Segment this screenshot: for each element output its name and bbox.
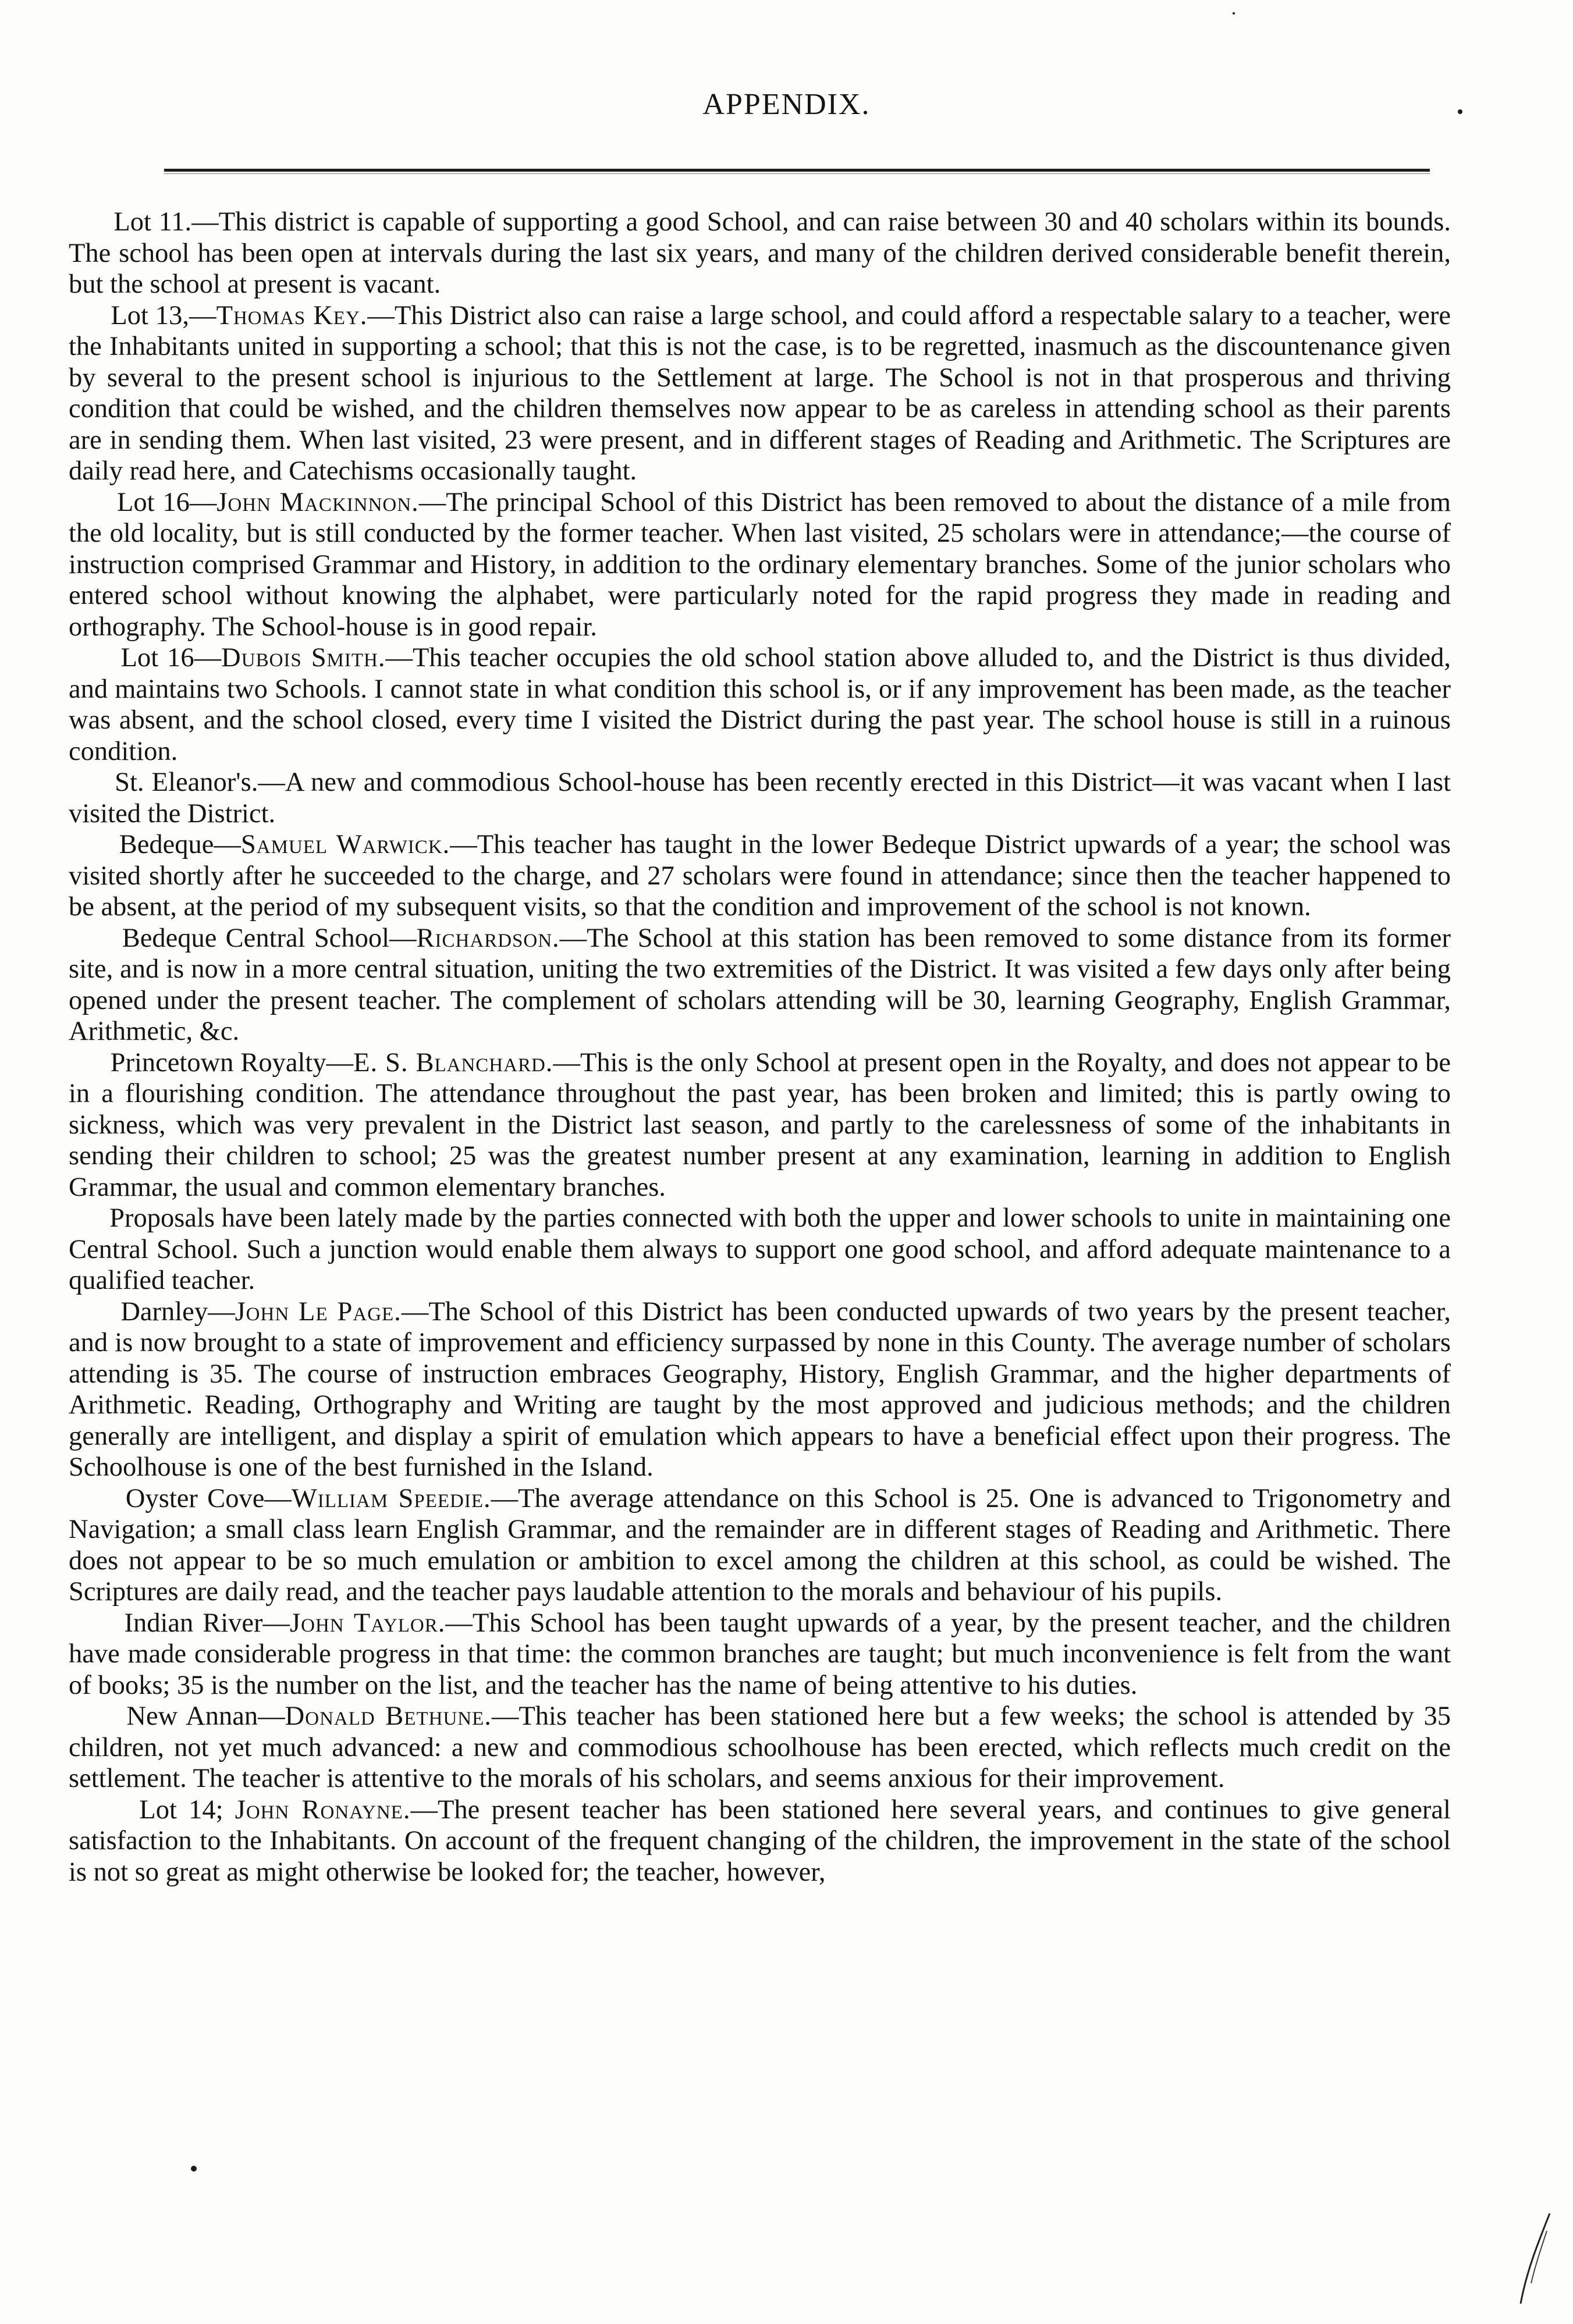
paragraph-label: Lot 13,— [111,300,216,331]
page-title: APPENDIX. [702,88,871,121]
paragraph-indian-river [69,1608,1451,1701]
paragraph-text: —The School of this District has been conducted upwards of two years by the present teacher, and is now brought to a state of improvement and efficiency surpassed by none in this County. The average number of scholars attending is 35. The course of instruction embraces Geography, History, English Grammar, and the higher departments of Arithmetic. Reading, Orthography and Writing are taught by the most approved and judicious methods; and the children generally are intelligent, and display a spirit of emulation which appears to have a beneficial effect upon their progress. The Schoolhouse is one of the best furnished in the Island. [69,1296,1451,1482]
teacher-name: Samuel Warwick. [240,830,450,859]
paragraph-princetown [69,1047,1451,1203]
paragraph-label: Darnley— [120,1296,235,1327]
paragraph-label: St. Eleanor's.— [115,767,285,797]
teacher-name: Donald Bethune. [285,1701,492,1731]
teacher-name: Richardson. [416,923,560,953]
paragraph-bedeque [69,829,1451,923]
paragraph-text: A new and commodious School-house has been recently erected in this District—it was vacant when I last visited the District. [69,767,1451,829]
paragraph-label: Princetown Royalty— [110,1047,354,1078]
teacher-name: William Speedie. [291,1483,491,1513]
header-rule-thin [164,173,1430,174]
paragraph-lot-13 [69,300,1451,487]
paragraph-text: Proposals have been lately made by the parties connected with both the upper and lower schools to unite in maintaining one Central School. Such a junction would enable them always to support one good school, and afford adequate maintenance to a qualified teacher. [69,1203,1451,1295]
teacher-name: John Taylor. [290,1608,446,1638]
paragraph-label: Bedeque Central School— [122,923,417,953]
paragraph-text: —The present teacher has been stationed here several years, and continues to give general satisfaction to the Inhabitants. On account of the frequent changing of the children, the improvement in the state of the school is not so great as might otherwise be looked for; the teacher, however, [69,1794,1451,1887]
header-rule [164,169,1430,172]
paragraph-text: This district is capable of supporting a good School, and can raise between 30 and 40 scholars within its bounds. The school has been open at intervals during the last six years, and many of the children derived considerable benefit therein, but the school at present is vacant. [69,207,1451,299]
paragraph-lot-14 [69,1794,1451,1888]
paragraph-st-eleanors [69,767,1451,829]
paragraph-text: —This teacher has taught in the lower Bedeque District upwards of a year; the school was visited shortly after he succeeded to the charge, and 27 scholars were found in attendance; since then the teacher happened to be absent, at the period of my subsequent visits, so that the condition and improvement of the school is not known. [69,830,1451,922]
scan-speck [1233,12,1235,15]
paragraph-text: —This School has been taught upwards of a year, by the present teacher, and the children have made considerable progress in that time: the common branches are taught; but much inconvenience is felt from the want of books; 35 is the number on the list, and the teacher has the name of being attentive to his duties. [69,1608,1451,1700]
paragraph-bedeque-central [69,923,1451,1047]
paragraph-label: Lot 16— [120,643,222,673]
teacher-name: E. S. Blanchard. [353,1047,553,1078]
teacher-name: Thomas Key. [216,300,368,331]
scan-speck [1458,109,1462,114]
paragraph-label: Lot 16— [116,487,217,517]
paragraph-text: —This teacher has been stationed here but a few weeks; the school is attended by 35 children, not yet much advanced: a new and commodious schoolhouse has been erected, which reflects much credit on the settlement. The teacher is attentive to the morals of his scholars, and seems anxious for their improvement. [69,1701,1451,1793]
teacher-name: John Ronayne. [235,1794,411,1825]
teacher-name: John Mackinnon. [216,487,419,517]
teacher-name: John Le Page. [235,1296,402,1327]
paragraph-label: Indian River— [124,1608,290,1638]
paragraph-text: —The principal School of this District has been removed to about the distance of a mile from the old locality, but is still conducted by the former teacher. When last visited, 25 scholars were in attendance;—the course of instruction comprised Grammar and History, in addition to the ordinary elementary branches. Some of the junior scholars who entered school without knowing the alphabet, were particularly noted for the rapid progress they made in reading and orthography. The School-house is in good repair. [69,487,1451,642]
paragraph-text: —The School at this station has been removed to some distance from its former site, and is now in a more central situation, uniting the two extremities of the District. It was visited a few days only after being opened under the present teacher. The complement of scholars attending will be 30, learning Geography, English Grammar, Arithmetic, &c. [69,923,1451,1046]
paragraph-oyster-cove [69,1483,1451,1608]
paragraph-label: Bedeque— [119,830,241,859]
paragraph-text: —This teacher occupies the old school station above alluded to, and the District is thus divided, and maintains two Schools. I cannot state in what condition this school is, or if any improvement has been made, as the teacher was absent, and the school closed, every time I visited the District during the past year. The school house is still in a ruinous condition. [69,643,1451,766]
paragraph-proposals [69,1203,1451,1296]
paragraph-text: —This is the only School at present open in the Royalty, and does not appear to be in a flourishing condition. The attendance throughout the past year, has been broken and limited; this is partly owing to sickness, which was very prevalent in the District last season, and partly to the carelessness of some of the inhabitants in sending their children to school; 25 was the greatest number present at any examination, learning in addition to English Grammar, the usual and common elementary branches. [69,1047,1451,1202]
paragraph-label: Lot 11.— [113,207,219,237]
report-body [69,207,1451,1888]
paragraph-label: New Annan— [126,1701,285,1731]
paragraph-darnley [69,1296,1451,1483]
paragraph-text: —The average attendance on this School is 25. One is advanced to Trigonometry and Navigation; a small class learn English Grammar, and the remainder are in different stages of Reading and Arithmetic. There does not appear to be so much emulation or ambition to excel among the children at this school, as could be wished. The Scriptures are daily read, and the teacher pays laudable attention to the morals and behaviour of his pupils. [69,1483,1451,1607]
paragraph-lot-11 [69,207,1451,300]
paragraph-new-annan [69,1701,1451,1794]
paragraph-text: —This District also can raise a large school, and could afford a respectable salary to a teacher, were the Inhabitants united in supporting a school; that this is not the case, is to be regretted, inasmuch as the discountenance given by several to the present school is injurious to the Settlement at large. The School is not in that prosperous and thriving condition that could be wished, and the children themselves now appear to be as careless in attending school as their parents are in sending them. When last visited, 23 were present, and in different stages of Reading and Arithmetic. The Scriptures are daily read here, and Catechisms occasionally taught. [69,300,1451,486]
teacher-name: Dubois Smith. [221,643,386,673]
paragraph-label: Lot 14; [139,1794,235,1825]
paragraph-label: Oyster Cove— [125,1483,292,1513]
paragraph-lot-16-mackinnon [69,487,1451,643]
paragraph-lot-16-smith [69,642,1451,767]
scan-speck [191,2166,197,2172]
page-edge-mark [1515,2208,1556,2307]
